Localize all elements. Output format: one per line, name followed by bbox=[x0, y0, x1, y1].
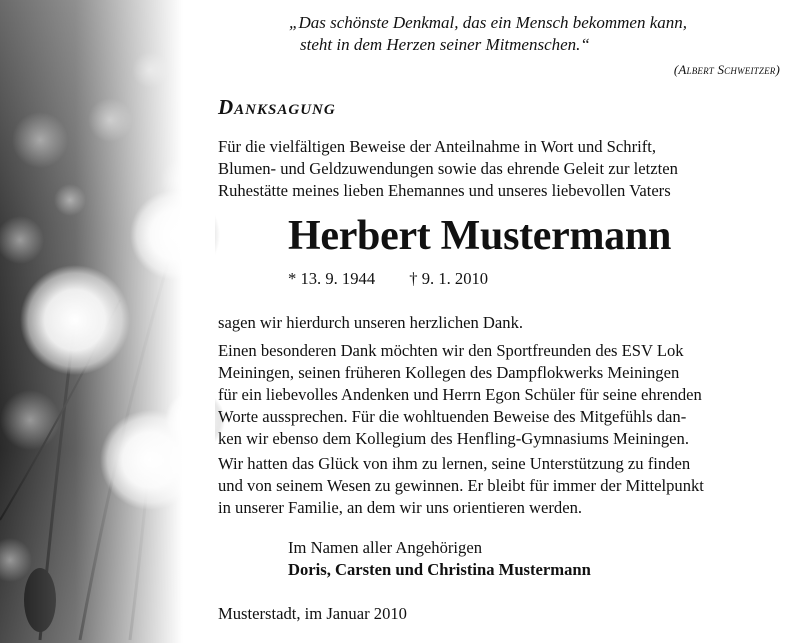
life-dates bbox=[288, 269, 488, 289]
special-thanks-paragraph bbox=[218, 340, 778, 450]
paragraph-line: und von seinem Wesen zu gewinnen. Er bleibt für immer der Mittelpunkt bbox=[218, 476, 704, 495]
thanks-line: sagen wir hierdurch unseren herzlichen Dank. bbox=[218, 313, 524, 332]
paragraph-line: Meiningen, seinen früheren Kollegen des Dampflokwerks Meiningen bbox=[218, 363, 680, 382]
paragraph-line: Worte aussprechen. Für die wohltuenden Beweise des Mitgefühls dan- bbox=[218, 407, 687, 426]
signature-lead: Im Namen aller Angehörigen bbox=[288, 538, 482, 557]
paragraph-line: für ein liebevolles Andenken und Herrn Egon Schüler für seine ehrenden bbox=[218, 385, 702, 404]
intro-paragraph bbox=[218, 136, 780, 202]
intro-line: Für die vielfältigen Beweise der Anteilnahme in Wort und Schrift, bbox=[218, 137, 656, 156]
paragraph-line: Wir hatten das Glück von ihm zu lernen, seine Unterstützung zu finden bbox=[218, 454, 691, 473]
deceased-name: Herbert Mustermann bbox=[288, 213, 671, 259]
paragraph-line: ken wir ebenso dem Kollegium des Henfling-Gymnasiums Meiningen. bbox=[218, 429, 689, 448]
intro-line: Blumen- und Geldzuwendungen sowie das ehrende Geleit zur letzten bbox=[218, 159, 678, 178]
quote-line-1: „Das schönste Denkmal, das ein Mensch bekommen kann, bbox=[289, 13, 687, 32]
death-date: † 9. 1. 2010 bbox=[409, 269, 489, 288]
quote-line-2: steht in dem Herzen seiner Mitmenschen.“ bbox=[300, 35, 590, 54]
signature-names: Doris, Carsten und Christina Mustermann bbox=[288, 560, 591, 579]
paragraph-line: Einen besonderen Dank möchten wir den Sportfreunden des ESV Lok bbox=[218, 341, 684, 360]
quote-author: (Albert Schweitzer) bbox=[673, 62, 780, 77]
paragraph-line: in unserer Familie, an dem wir uns orientieren werden. bbox=[218, 498, 583, 517]
heading-danksagung: Danksagung bbox=[218, 95, 336, 119]
closing-paragraph bbox=[218, 453, 780, 519]
place-date: Musterstadt, im Januar 2010 bbox=[218, 604, 407, 623]
intro-line: Ruhestätte meines lieben Ehemannes und unseres liebevollen Vaters bbox=[218, 181, 671, 200]
quote bbox=[289, 12, 769, 56]
birth-date: * 13. 9. 1944 bbox=[288, 269, 376, 288]
